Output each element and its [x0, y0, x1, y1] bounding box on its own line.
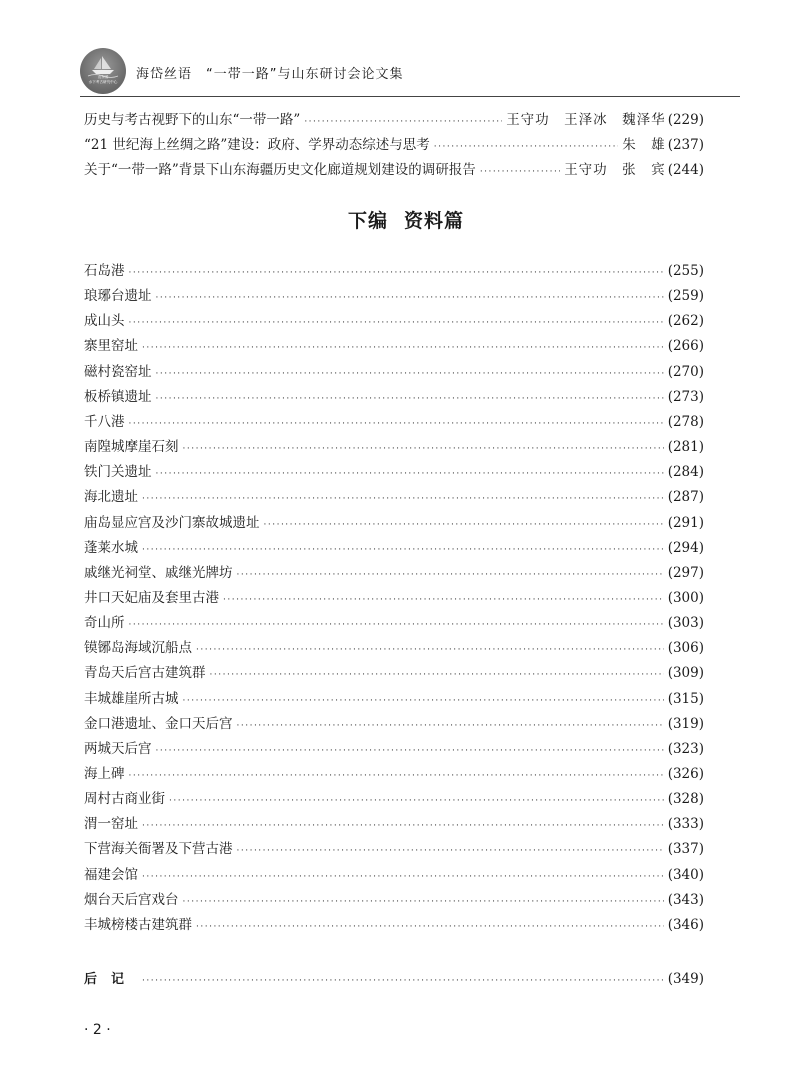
section-heading	[0, 206, 812, 233]
toc-entry-page: (291)	[667, 514, 704, 531]
leader-dots	[237, 563, 664, 587]
toc-entry-title: 南隍城摩崖石刻	[84, 439, 179, 456]
toc-entry-page: (294)	[667, 539, 704, 556]
leader-dots	[142, 538, 664, 562]
toc-entry-page: (262)	[667, 313, 704, 330]
toc-entry-title: 海上碑	[84, 766, 125, 782]
toc-entry-title: 渭一窑址	[84, 816, 138, 833]
institution-logo	[80, 48, 126, 94]
leader-dots	[480, 160, 560, 184]
toc-entry-title: 关于“一带一路”背景下山东海疆历史文化廊道规划建设的调研报告	[84, 162, 476, 178]
toc-entry-page: (266)	[667, 338, 704, 355]
leader-dots	[183, 689, 664, 713]
toc-entry-title: 烟台天后宫戏台	[84, 891, 179, 908]
toc-entry-page: (255)	[667, 263, 704, 279]
leader-dots	[129, 613, 664, 637]
header-rule	[80, 96, 740, 97]
toc-entry-page: (323)	[667, 740, 704, 757]
toc-entry-author: 王守功 王泽冰 魏泽华	[506, 112, 666, 128]
leader-dots	[210, 663, 664, 687]
toc-entry[interactable]	[84, 863, 704, 887]
toc-entry-page: (326)	[667, 766, 704, 782]
toc-entry[interactable]	[84, 712, 704, 736]
toc-entry-title: 琅琊台遗址	[84, 288, 152, 305]
toc-entry-page: (333)	[667, 816, 704, 833]
toc-entry[interactable]	[84, 360, 704, 384]
section-name: 资料篇	[404, 210, 465, 232]
toc-entry-page: (237)	[667, 137, 704, 153]
toc-entry[interactable]	[84, 586, 704, 610]
toc-entry[interactable]	[84, 837, 704, 861]
leader-dots	[142, 487, 664, 511]
leader-dots	[183, 890, 664, 914]
toc-entry[interactable]	[84, 133, 704, 157]
toc-entry-title: 蓬莱水城	[84, 539, 138, 556]
toc-entry-postscript[interactable]	[84, 967, 704, 991]
leader-dots	[169, 789, 664, 813]
toc-entry-page: (349)	[667, 971, 704, 987]
toc-entry-title: 丰城雄崖所古城	[84, 690, 179, 707]
toc-entry[interactable]	[84, 435, 704, 459]
leader-dots	[142, 865, 664, 889]
toc-entry-page: (244)	[667, 162, 704, 178]
toc-entry-title: 历史与考古视野下的山东“一带一路”	[84, 112, 301, 128]
leader-dots	[156, 387, 664, 411]
toc-entry[interactable]	[84, 812, 704, 836]
leader-dots	[434, 135, 618, 159]
toc-entry-page: (346)	[667, 916, 704, 933]
toc-entry[interactable]	[84, 611, 704, 635]
leader-dots	[142, 336, 664, 360]
toc-entry[interactable]	[84, 158, 704, 182]
toc-entry-title: 镆铘岛海域沉船点	[84, 640, 192, 657]
toc-entry-title: 千八港	[84, 413, 125, 430]
toc-entry-title: 庙岛显应宫及沙门寨故城遗址	[84, 514, 260, 531]
leader-dots	[264, 513, 664, 537]
toc-entry-title: 青岛天后宫古建筑群	[84, 665, 206, 682]
toc-entry-page: (287)	[667, 489, 704, 506]
toc-entry-page: (303)	[667, 615, 704, 632]
leader-dots	[237, 714, 664, 738]
toc-entry[interactable]	[84, 334, 704, 358]
toc-entry-page: (273)	[667, 388, 704, 405]
toc-entry[interactable]	[84, 259, 704, 283]
leader-dots	[129, 311, 664, 335]
toc-entry-title: 两城天后宫	[84, 740, 152, 757]
toc-entry-title: 铁门关遗址	[84, 464, 152, 481]
toc-entry-page: (297)	[667, 564, 704, 581]
leader-dots	[156, 462, 664, 486]
series-title: 海岱丝语 “一带一路”与山东研讨会论文集	[136, 67, 404, 82]
toc-entry[interactable]	[84, 888, 704, 912]
logo-text-line1: 山东省	[97, 75, 109, 79]
toc-entry[interactable]	[84, 737, 704, 761]
toc-entry-page: (340)	[667, 866, 704, 883]
leader-dots	[129, 764, 664, 788]
toc-entry-title: 戚继光祠堂、戚继光牌坊	[84, 564, 233, 581]
toc-entry-title: 寨里窑址	[84, 338, 138, 355]
leader-dots	[223, 588, 664, 612]
toc-entry-page: (306)	[667, 640, 704, 657]
toc-entry-title: 井口天妃庙及套里古港	[84, 589, 219, 606]
leader-dots	[156, 362, 664, 386]
toc-entry-title: 福建会馆	[84, 866, 138, 883]
ship-emblem-icon	[80, 48, 126, 94]
leader-dots	[142, 969, 664, 993]
toc-entry[interactable]	[84, 284, 704, 308]
leader-dots	[142, 814, 664, 838]
toc-entry-title: “21 世纪海上丝绸之路”建设：政府、学界动态综述与思考	[84, 137, 430, 153]
toc-entry-page: (328)	[667, 791, 704, 808]
toc-entry-author: 朱 雄	[622, 137, 666, 153]
running-header	[80, 44, 740, 96]
leader-dots	[129, 412, 664, 436]
toc-entry-page: (309)	[667, 665, 704, 682]
toc-entry-page: (300)	[667, 589, 704, 606]
toc-entry[interactable]	[84, 511, 704, 535]
toc-entry[interactable]	[84, 385, 704, 409]
toc-entry-page: (281)	[667, 439, 704, 456]
toc-entry[interactable]	[84, 485, 704, 509]
leader-dots	[304, 110, 502, 134]
leader-dots	[156, 739, 664, 763]
toc-entry[interactable]	[84, 913, 704, 937]
toc-entry-page: (278)	[667, 413, 704, 430]
toc-entry-title: 周村古商业街	[84, 791, 165, 808]
section-part: 下编	[347, 210, 388, 232]
toc-entry-page: (270)	[667, 363, 704, 380]
toc-entry-title: 石岛港	[84, 263, 125, 279]
toc-entry-title: 奇山所	[84, 615, 125, 632]
leader-dots	[129, 261, 664, 285]
toc-entry-title: 板桥镇遗址	[84, 388, 152, 405]
toc-entry-title: 丰城榜楼古建筑群	[84, 916, 192, 933]
toc-entry-title: 磁村瓷窑址	[84, 363, 152, 380]
leader-dots	[196, 638, 664, 662]
toc-entry[interactable]	[84, 762, 704, 786]
leader-dots	[183, 437, 664, 461]
toc-entry-page: (337)	[667, 841, 704, 858]
toc-entry-title: 成山头	[84, 313, 125, 330]
toc-entry-page: (319)	[667, 715, 704, 732]
leader-dots	[237, 839, 664, 863]
toc-entry-author: 王守功 张 宾	[564, 162, 666, 178]
toc-entry[interactable]	[84, 561, 704, 585]
leader-dots	[156, 286, 664, 310]
toc-entry[interactable]	[84, 787, 704, 811]
toc-entry-page: (284)	[667, 464, 704, 481]
toc-entry[interactable]	[84, 636, 704, 660]
leader-dots	[196, 915, 664, 939]
toc-entry-page: (229)	[667, 112, 704, 128]
toc-entry-page: (343)	[667, 891, 704, 908]
toc-entry[interactable]	[84, 687, 704, 711]
page-number: · 2 ·	[84, 1022, 111, 1038]
logo-text-line2: 水下考古研究中心	[88, 80, 118, 84]
toc-entry-page: (259)	[667, 288, 704, 305]
toc-entry-title: 海北遗址	[84, 489, 138, 506]
toc-entry[interactable]	[84, 536, 704, 560]
toc-entry[interactable]	[84, 410, 704, 434]
toc-entry-title: 后记	[84, 972, 139, 987]
toc-entry-title: 金口港遗址、金口天后宫	[84, 715, 233, 732]
toc-entry[interactable]	[84, 309, 704, 333]
toc-entry[interactable]	[84, 460, 704, 484]
toc-entry-page: (315)	[667, 690, 704, 707]
toc-entry-title: 下营海关衙署及下营古港	[84, 841, 233, 858]
toc-entry[interactable]	[84, 661, 704, 685]
toc-entry[interactable]	[84, 108, 704, 132]
